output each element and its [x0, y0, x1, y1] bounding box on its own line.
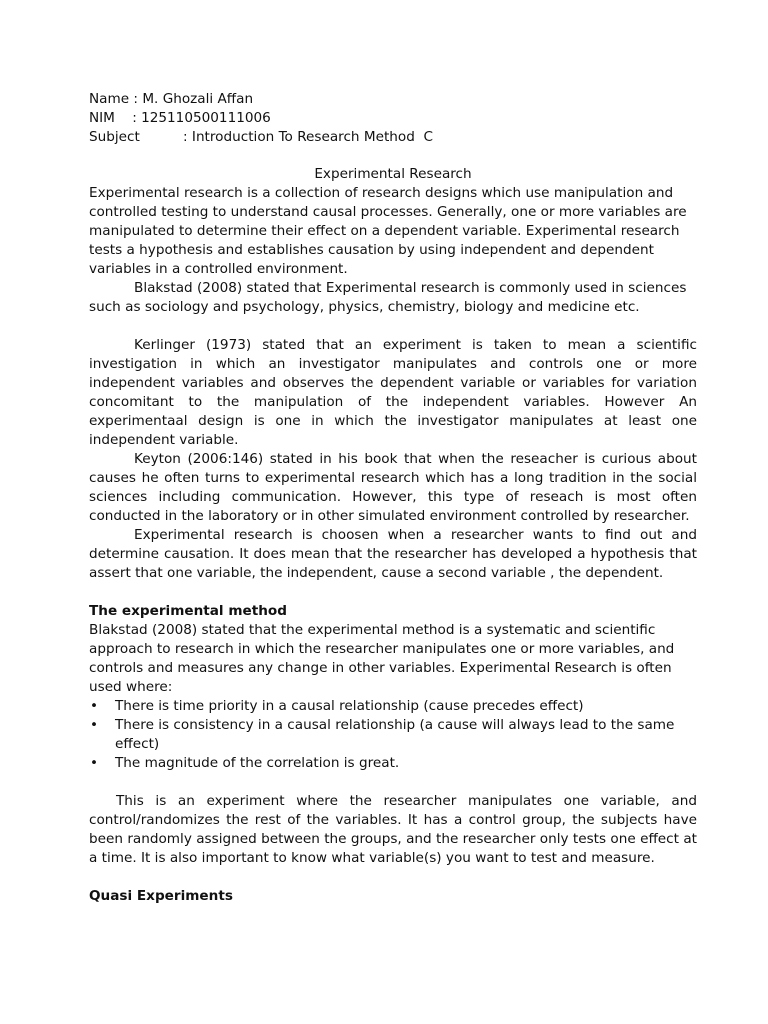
intro-paragraph: Experimental research is a collection of research designs which use manipulation and controlled testing to understand causal processes. Generally, one or more variables are manipulated to determine their effect on a dependent variable. Experimental research tests a hypothesis and establishes causation by using independent and dependent variables in a controlled environment. — [89, 185, 687, 277]
method-heading: The experimental method — [89, 603, 287, 619]
quasi-heading: Quasi Experiments — [89, 888, 233, 904]
list-item — [89, 716, 697, 754]
method-paragraph: Blakstad (2008) stated that the experimental method is a systematic and scientific approach to research in which the researcher manipulates one or more variables, and controls and measures any change in other variables. Experimental Research is often used where: — [89, 622, 675, 695]
choosen-paragraph: Experimental research is choosen when a researcher wants to find out and determine causation. It does mean that the researcher has developed a hypothesis that assert that one variable, the independent, cause a second variable , the dependent. — [89, 527, 697, 581]
blakstad-paragraph: Blakstad (2008) stated that Experimental research is commonly used in sciences such as sociology and psychology, physics, chemistry, biology and medicine etc. — [89, 280, 687, 315]
closing-paragraph: This is an experiment where the researcher manipulates one variable, and control/randomizes the rest of the variables. It has a control group, the subjects have been randomly assigned between the groups, and the researcher only tests one effect at a time. It is also important to know what variable(s) you want to test and measure. — [89, 793, 697, 866]
bullet-icon: • — [90, 698, 99, 714]
list-item-text: There is time priority in a causal relationship (cause precedes effect) — [115, 698, 584, 714]
document-page — [89, 90, 697, 906]
bullet-icon: • — [90, 717, 99, 733]
subject-line: Subject : Introduction To Research Method C — [89, 129, 433, 145]
list-item — [89, 697, 697, 716]
nim-line: NIM : 125110500111006 — [89, 110, 271, 126]
list-item-text: There is consistency in a causal relationship (a cause will always lead to the same effect) — [115, 717, 675, 752]
list-item — [89, 754, 697, 773]
list-item-text: The magnitude of the correlation is great. — [115, 755, 400, 771]
name-line: Name : M. Ghozali Affan — [89, 91, 254, 107]
method-bullet-list — [89, 697, 697, 773]
document-title: Experimental Research — [314, 166, 472, 182]
keyton-paragraph: Keyton (2006:146) stated in his book that when the reseacher is curious about causes he often turns to experimental research which has a long tradition in the social sciences including communication. However, this type of reseach is most often conducted in the laboratory or in other simulated environment controlled by researcher. — [89, 451, 697, 524]
bullet-icon: • — [90, 755, 99, 771]
kerlinger-paragraph: Kerlinger (1973) stated that an experiment is taken to mean a scientific investigation in which an investigator manipulates and controls one or more independent variables and observes the dependent variable or variables for variation concomitant to the manipulation of the independent variables. However An experimentaal design is one in which the investigator manipulates at least one independent variable. — [89, 337, 697, 448]
